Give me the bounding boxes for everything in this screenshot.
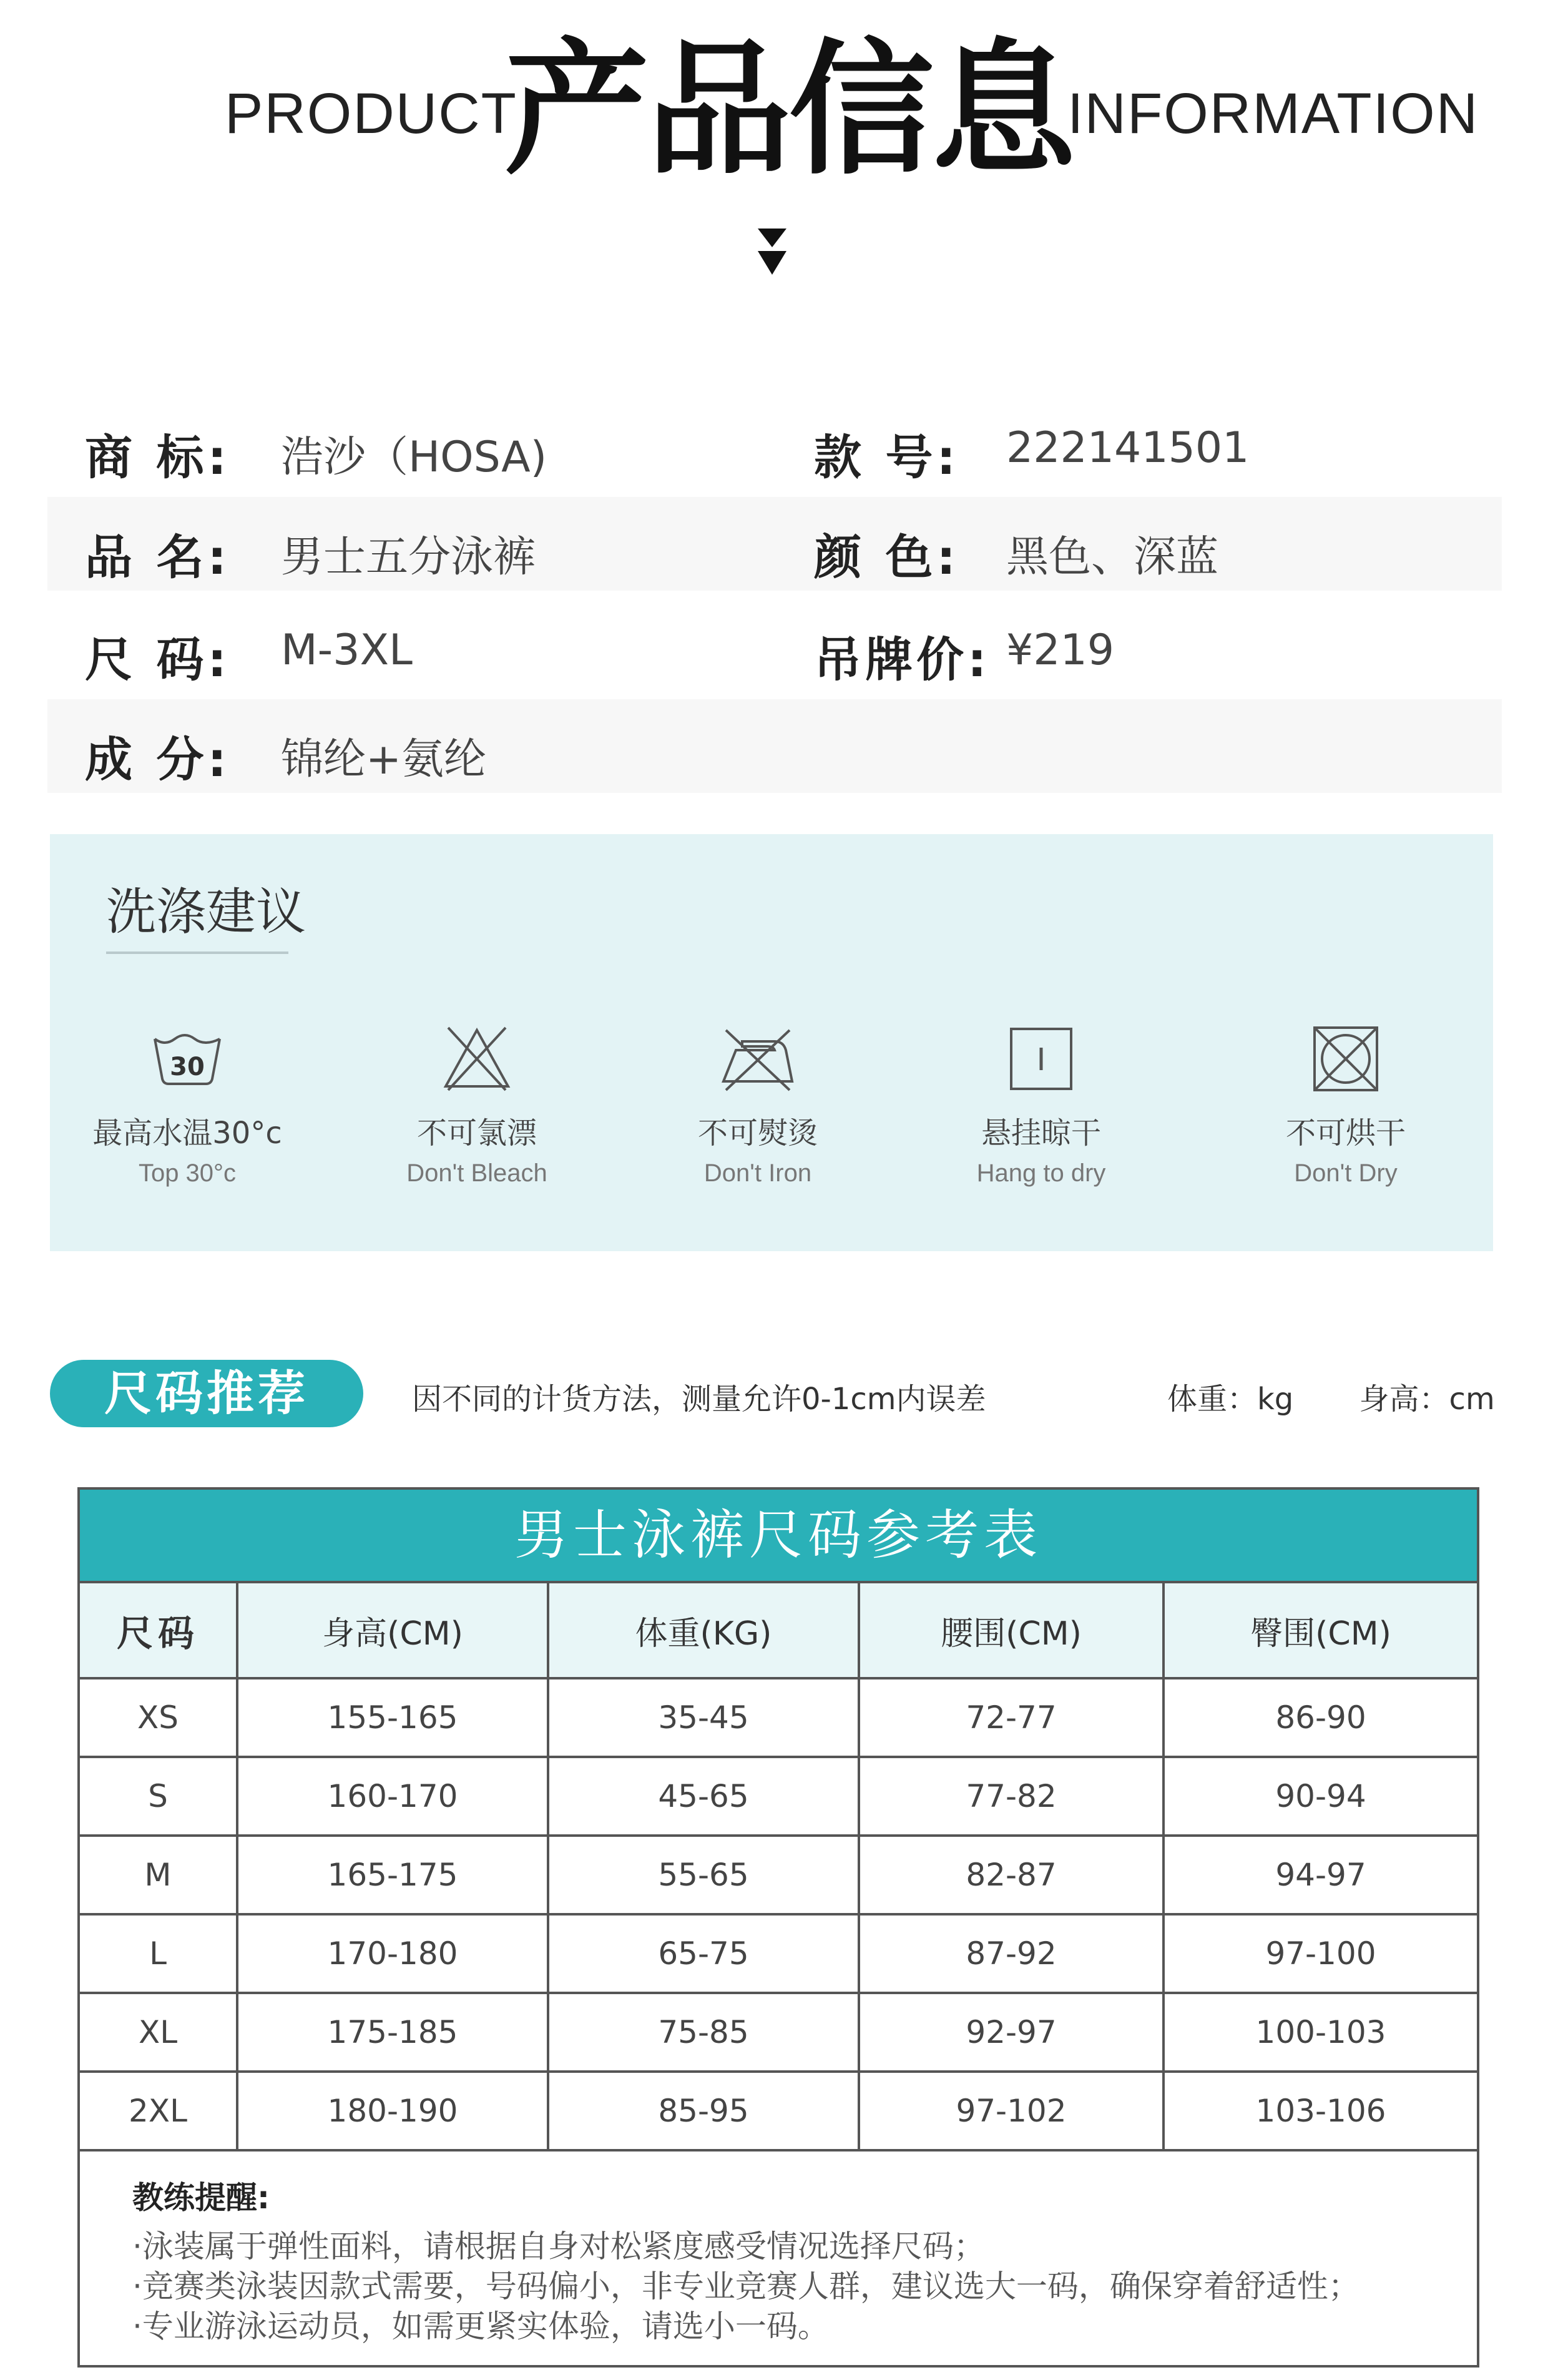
coach-tips xyxy=(80,2151,1477,2365)
washing-panel xyxy=(50,834,1493,1251)
table-row xyxy=(80,1914,1477,1993)
column-header: 身高(CM) xyxy=(237,1583,548,1678)
size-table-title: 男士泳裤尺码参考表 xyxy=(80,1490,1477,1583)
table-cell: 92-97 xyxy=(859,1993,1163,2072)
care-item-no-iron xyxy=(620,1021,895,1188)
brand-label: 商 标: xyxy=(85,430,230,485)
table-cell: 87-92 xyxy=(859,1914,1163,1993)
washing-title: 洗涤建议 xyxy=(106,883,306,941)
care-item-no-tumble-dry xyxy=(1208,1021,1483,1188)
table-row xyxy=(80,1757,1477,1836)
care-label-en: Hang to dry xyxy=(976,1159,1106,1187)
color-value: 黑色、深蓝 xyxy=(1006,533,1219,582)
coach-tips-title: 教练提醒: xyxy=(132,2180,270,2216)
care-label-cn: 悬挂晾干 xyxy=(981,1116,1101,1151)
coach-tip: ·泳装属于弹性面料，请根据自身对松紧度感受情况选择尺码； xyxy=(132,2228,985,2264)
page-header xyxy=(0,26,1548,194)
care-label-en: Don't Dry xyxy=(1294,1159,1398,1187)
table-header-row xyxy=(80,1583,1477,1678)
table-cell: 85-95 xyxy=(548,2072,859,2150)
table-cell: 55-65 xyxy=(548,1836,859,1914)
hang-dry-icon xyxy=(1004,1021,1079,1096)
table-row xyxy=(80,1836,1477,1914)
table-cell: 90-94 xyxy=(1163,1757,1477,1836)
table-cell: 86-90 xyxy=(1163,1678,1477,1757)
info-row-size xyxy=(47,599,1502,693)
table-cell: L xyxy=(80,1914,237,1993)
table-cell: 75-85 xyxy=(548,1993,859,2072)
table-cell: 100-103 xyxy=(1163,1993,1477,2072)
table-cell: 35-45 xyxy=(548,1678,859,1757)
care-label-cn: 不可烘干 xyxy=(1285,1116,1406,1151)
column-header: 臀围(CM) xyxy=(1163,1583,1477,1678)
table-cell: S xyxy=(80,1757,237,1836)
column-header: 体重(KG) xyxy=(548,1583,859,1678)
material-label: 成 分: xyxy=(85,732,230,787)
table-row xyxy=(80,1678,1477,1757)
brand-value: 浩沙（HOSA) xyxy=(281,433,547,482)
care-label-cn: 不可氯漂 xyxy=(416,1116,537,1151)
size-recommend-badge: 尺码推荐 xyxy=(50,1360,363,1427)
table-cell: 45-65 xyxy=(548,1757,859,1836)
weight-unit: 体重：kg xyxy=(1167,1382,1294,1417)
table-cell: 97-102 xyxy=(859,2072,1163,2150)
table-cell: 155-165 xyxy=(237,1678,548,1757)
table-cell: 180-190 xyxy=(237,2072,548,2150)
care-label-cn: 不可熨烫 xyxy=(697,1116,818,1151)
table-cell: 175-185 xyxy=(237,1993,548,2072)
column-header: 腰围(CM) xyxy=(859,1583,1163,1678)
table-cell: 97-100 xyxy=(1163,1914,1477,1993)
double-arrow-down-icon xyxy=(757,224,788,280)
style-value: 222141501 xyxy=(1006,423,1250,473)
table-cell: 170-180 xyxy=(237,1914,548,1993)
no-bleach-icon xyxy=(439,1021,514,1096)
name-value: 男士五分泳裤 xyxy=(281,533,536,582)
care-label-en: Don't Iron xyxy=(703,1159,812,1187)
care-item-wash-30 xyxy=(50,1021,325,1188)
table-cell: XS xyxy=(80,1678,237,1757)
table-cell: 72-77 xyxy=(859,1678,1163,1757)
style-label: 款 号: xyxy=(814,430,959,485)
table-cell: 94-97 xyxy=(1163,1836,1477,1914)
table-cell: 2XL xyxy=(80,2072,237,2150)
care-label-en: Top 30°c xyxy=(138,1159,237,1187)
info-row-brand xyxy=(47,397,1502,491)
name-label: 品 名: xyxy=(85,529,230,585)
column-header: 尺码 xyxy=(80,1583,237,1678)
wash-30-icon xyxy=(150,1021,225,1096)
divider xyxy=(106,952,288,954)
table-cell: M xyxy=(80,1836,237,1914)
coach-tip: ·竞赛类泳装因款式需要，号码偏小，非专业竞赛人群，建议选大一码，确保穿着舒适性； xyxy=(132,2268,1359,2304)
svg-text:30: 30 xyxy=(170,1053,205,1081)
table-cell: 65-75 xyxy=(548,1914,859,1993)
table-row xyxy=(80,2072,1477,2150)
page-title: 产品信息 xyxy=(504,26,1074,194)
care-item-hang-dry xyxy=(904,1021,1178,1188)
care-label-cn: 最高水温30°c xyxy=(92,1116,282,1151)
color-label: 颜 色: xyxy=(814,529,959,585)
table-cell: 103-106 xyxy=(1163,2072,1477,2150)
table-cell: 77-82 xyxy=(859,1757,1163,1836)
table-cell: XL xyxy=(80,1993,237,2072)
header-right-text: INFORMATION xyxy=(1067,82,1479,145)
no-tumble-dry-icon xyxy=(1308,1021,1383,1096)
table-cell: 165-175 xyxy=(237,1836,548,1914)
care-item-no-bleach xyxy=(340,1021,614,1188)
material-value: 锦纶+氨纶 xyxy=(281,735,486,784)
coach-tip: ·专业游泳运动员，如需更紧实体验，请选小一码。 xyxy=(132,2308,829,2344)
table-cell: 82-87 xyxy=(859,1836,1163,1914)
price-value: ¥219 xyxy=(1006,626,1115,675)
size-value: M-3XL xyxy=(281,626,413,675)
info-row-material xyxy=(47,699,1502,793)
table-cell: 160-170 xyxy=(237,1757,548,1836)
height-unit: 身高：cm xyxy=(1359,1382,1495,1417)
units-legend xyxy=(1167,1375,1495,1418)
care-label-en: Don't Bleach xyxy=(406,1159,547,1187)
measurement-note: 因不同的计货方法，测量允许0-1cm内误差 xyxy=(412,1382,986,1417)
size-label: 尺 码: xyxy=(85,632,230,687)
size-table xyxy=(77,1487,1479,2368)
table-row xyxy=(80,1993,1477,2072)
price-label: 吊牌价: xyxy=(814,632,991,687)
header-left-text: PRODUCT xyxy=(225,82,517,145)
info-row-name xyxy=(47,497,1502,591)
no-iron-icon xyxy=(717,1021,798,1096)
